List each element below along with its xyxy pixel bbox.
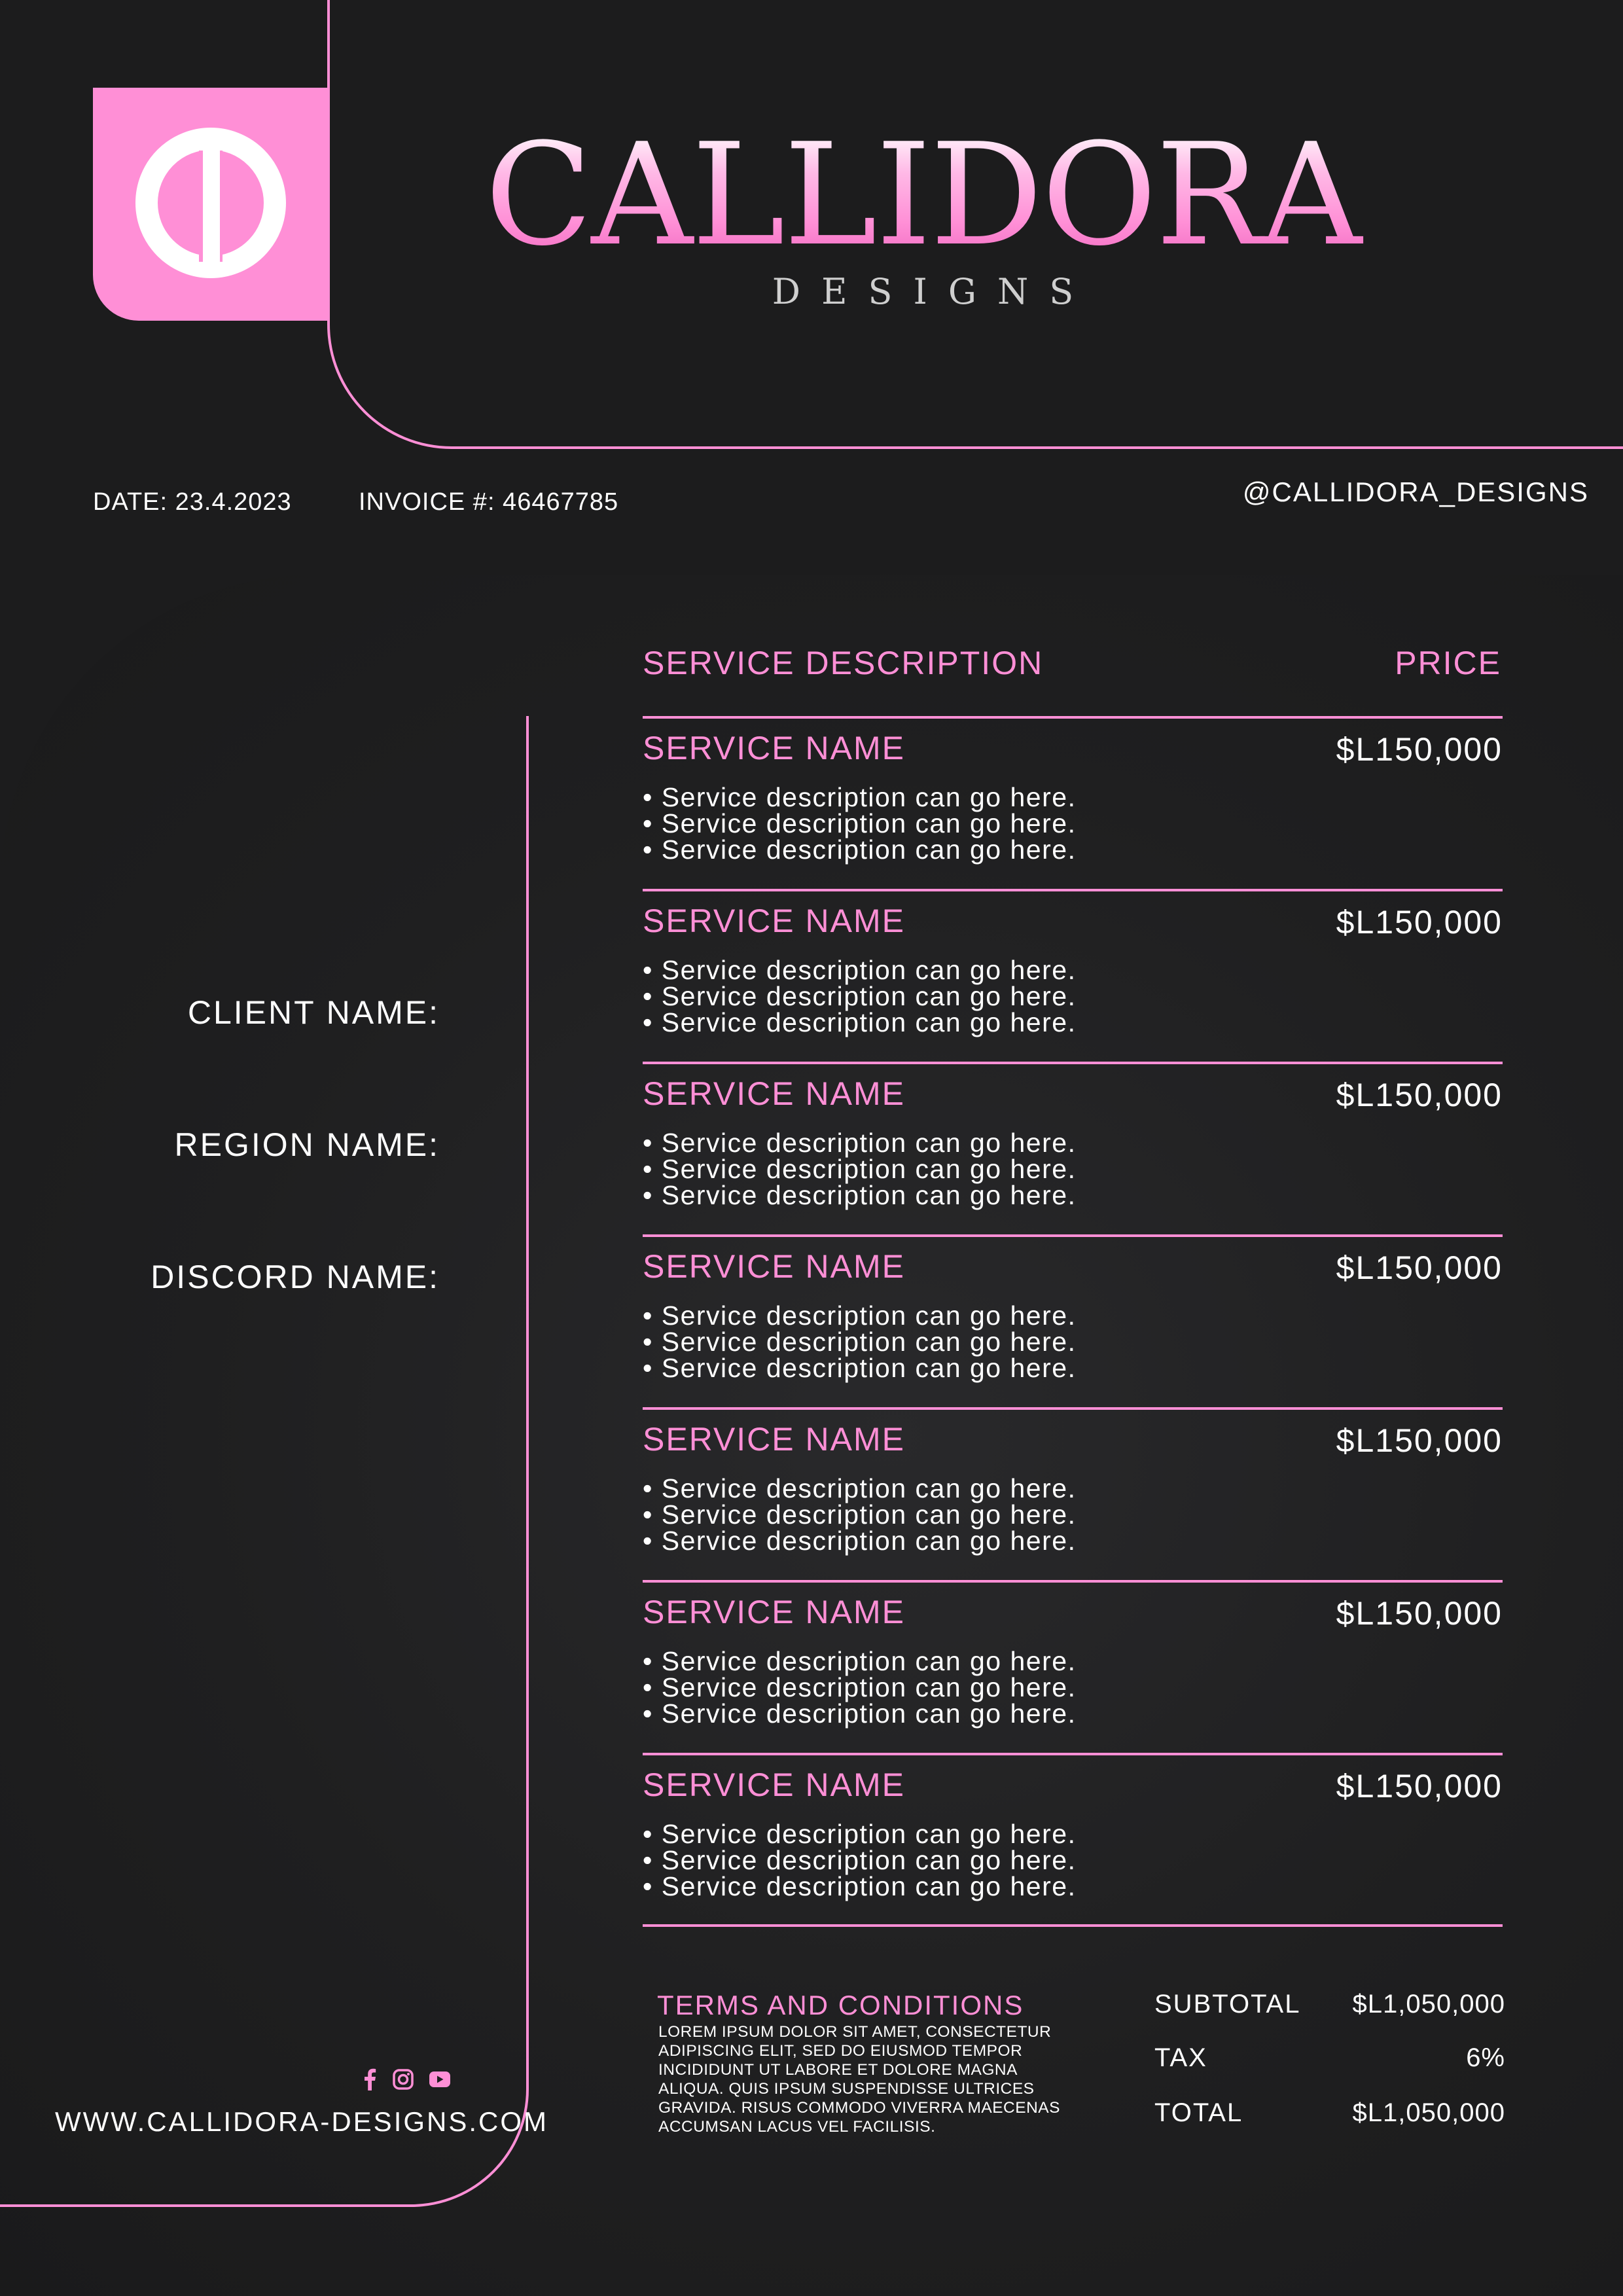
service-name: SERVICE NAME — [643, 1248, 905, 1285]
discord-name-label: DISCORD NAME: — [151, 1259, 440, 1295]
service-description-line: • Service description can go here. — [643, 1327, 1077, 1357]
service-price: $L150,000 — [1336, 1077, 1503, 1113]
total-value: $L1,050,000 — [1352, 2098, 1505, 2127]
youtube-icon[interactable] — [429, 2072, 450, 2090]
service-name: SERVICE NAME — [643, 1594, 905, 1630]
left-frame — [0, 716, 529, 2207]
total-label: TOTAL — [1154, 2098, 1243, 2127]
service-row — [643, 1583, 1503, 1755]
service-name: SERVICE NAME — [643, 903, 905, 939]
service-row — [643, 1410, 1503, 1583]
service-price: $L150,000 — [1336, 731, 1503, 768]
service-description-line: • Service description can go here. — [643, 1499, 1077, 1530]
service-row — [643, 1064, 1503, 1237]
subtotal-value: $L1,050,000 — [1352, 1990, 1505, 2018]
service-description-line: • Service description can go here. — [643, 1300, 1077, 1331]
column-header-description: SERVICE DESCRIPTION — [643, 645, 1044, 681]
cd-monogram-icon — [132, 124, 289, 281]
service-name: SERVICE NAME — [643, 1421, 905, 1458]
service-description-line: • Service description can go here. — [643, 782, 1077, 812]
invoice-date: DATE: 23.4.2023 — [93, 488, 292, 516]
service-description-line: • Service description can go here. — [643, 834, 1077, 865]
service-name: SERVICE NAME — [643, 1075, 905, 1112]
terms-body: LOREM IPSUM DOLOR SIT AMET, CONSECTETUR ADIPISCING ELIT, SED DO EIUSMOD TEMPOR INCIDIDUNT UT LABORE ET DOLORE MAGNA ALIQUA. QUIS IPSUM SUSPENDISSE ULTRICES GRAVIDA. RISUS COMMODO VIVERRA MAECENAS ACCUMSAN LACUS VEL FACILISIS. — [658, 2023, 1060, 2136]
invoice-number: INVOICE #: 46467785 — [359, 488, 619, 516]
service-description — [643, 1302, 1076, 1381]
service-price: $L150,000 — [1336, 904, 1503, 941]
service-description — [643, 1130, 1076, 1208]
service-description — [643, 957, 1076, 1035]
tax-label: TAX — [1154, 2043, 1207, 2072]
service-description-line: • Service description can go here. — [643, 1845, 1077, 1875]
service-price: $L150,000 — [1336, 1595, 1503, 1632]
service-description-line: • Service description can go here. — [643, 955, 1077, 985]
service-description-line: • Service description can go here. — [643, 1353, 1077, 1383]
terms-title: TERMS AND CONDITIONS — [657, 1990, 1024, 2020]
service-description-line: • Service description can go here. — [643, 1180, 1077, 1210]
instagram-icon[interactable] — [393, 2069, 414, 2093]
social-icons — [363, 2068, 450, 2094]
service-description-line: • Service description can go here. — [643, 1473, 1077, 1503]
service-row — [643, 891, 1503, 1064]
service-description-line: • Service description can go here. — [643, 1871, 1077, 1901]
service-name: SERVICE NAME — [643, 730, 905, 766]
service-price: $L150,000 — [1336, 1768, 1503, 1804]
brand-title: CALLIDORA — [419, 124, 1427, 265]
client-name-label: CLIENT NAME: — [187, 994, 440, 1031]
service-description-line: • Service description can go here. — [643, 1698, 1077, 1729]
website-link[interactable]: WWW.CALLIDORA-DESIGNS.COM — [55, 2106, 549, 2137]
logo-block — [93, 88, 327, 321]
brand-subtitle: DESIGNS — [772, 271, 1095, 312]
service-description-line: • Service description can go here. — [643, 1007, 1077, 1037]
column-header-price: PRICE — [1395, 645, 1501, 681]
service-price: $L150,000 — [1336, 1422, 1503, 1459]
service-description-line: • Service description can go here. — [643, 1526, 1077, 1556]
social-handle[interactable]: @CALLIDORA_DESIGNS — [1242, 476, 1589, 507]
service-description-line: • Service description can go here. — [643, 808, 1077, 838]
service-description-line: • Service description can go here. — [643, 1128, 1077, 1158]
service-description-line: • Service description can go here. — [643, 1672, 1077, 1702]
service-description — [643, 1648, 1076, 1727]
service-row — [643, 719, 1503, 891]
service-name: SERVICE NAME — [643, 1767, 905, 1803]
facebook-icon[interactable] — [363, 2068, 377, 2094]
service-description-line: • Service description can go here. — [643, 1819, 1077, 1849]
service-description-line: • Service description can go here. — [643, 1646, 1077, 1676]
service-description-line: • Service description can go here. — [643, 981, 1077, 1011]
tax-value: 6% — [1466, 2043, 1505, 2072]
service-description — [643, 1475, 1076, 1554]
subtotal-label: SUBTOTAL — [1154, 1990, 1301, 2018]
region-name-label: REGION NAME: — [174, 1126, 440, 1163]
service-price: $L150,000 — [1336, 1249, 1503, 1286]
service-row — [643, 1755, 1503, 1928]
service-description-line: • Service description can go here. — [643, 1154, 1077, 1184]
service-description — [643, 784, 1076, 863]
service-description — [643, 1821, 1076, 1899]
service-row — [643, 1237, 1503, 1410]
